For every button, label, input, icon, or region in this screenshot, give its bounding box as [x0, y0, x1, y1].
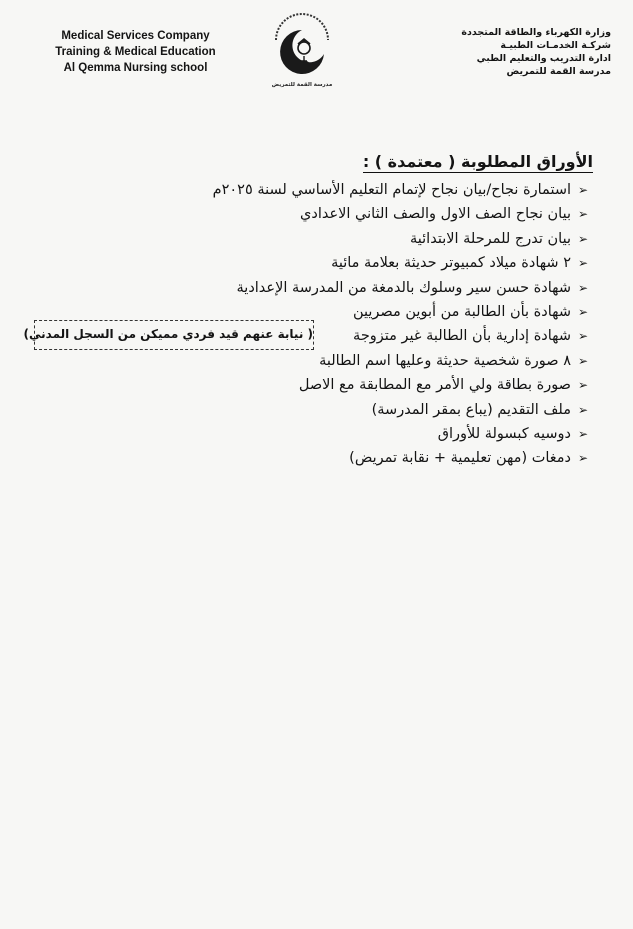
- list-item-text: دمغات (مهن تعليمية + نقابة تمريض): [349, 450, 571, 467]
- list-item-text: استمارة نجاح/بيان نجاح لإتمام التعليم الأساسي لسنة ٢٠٢٥م: [212, 182, 571, 198]
- list-item: [31, 398, 591, 422]
- check-arrow-icon: ➢: [577, 231, 589, 246]
- list-item-text: بيان نجاح الصف الاول والصف الثاني الاعدادي: [300, 206, 571, 223]
- header-en-line: Medical Services Company: [61, 30, 210, 42]
- list-item-text: شهادة إدارية بأن الطالبة غير متزوجة: [353, 328, 571, 345]
- list-item-text: شهادة بأن الطالبة من أبوين مصريين: [352, 303, 571, 320]
- check-arrow-icon: ➢: [577, 329, 589, 344]
- civil-registry-note: ( نيابة عنهم قيد فردي مميكن من السجل المدني): [34, 320, 314, 350]
- check-arrow-icon: ➢: [577, 256, 589, 271]
- header-english: [28, 28, 243, 76]
- check-arrow-icon: ➢: [577, 353, 589, 368]
- school-logo: [266, 10, 338, 92]
- check-arrow-icon: ➢: [577, 304, 589, 319]
- check-arrow-icon: ➢: [577, 207, 589, 222]
- header-ar-line: وزارة الكهرباء والطاقة المتجددة: [461, 27, 611, 38]
- header-arabic: [431, 26, 611, 78]
- header-en-line: Al Qemma Nursing school: [63, 62, 208, 74]
- list-item-text: بيان تدرج للمرحلة الابتدائية: [410, 230, 571, 247]
- check-arrow-icon: ➢: [577, 402, 589, 417]
- list-item: [31, 202, 591, 226]
- logo-caption: مدرسة القمة للتمريض: [271, 82, 333, 88]
- check-arrow-icon: ➢: [577, 280, 589, 295]
- list-item-text: شهادة حسن سير وسلوك بالدمغة من المدرسة الإعدادية: [236, 279, 571, 296]
- check-arrow-icon: ➢: [577, 451, 589, 466]
- list-item: [31, 349, 591, 373]
- list-item-text: ٢ شهادة ميلاد كمبيوتر حديثة بعلامة مائية: [331, 255, 571, 272]
- header-ar-line: مدرسة القمة للتمريض: [506, 66, 611, 77]
- list-item: [31, 446, 591, 470]
- header-ar-line: ادارة التدريب والتعليم الطبي: [476, 53, 611, 64]
- list-item-text: ملف التقديم (يباع بمقر المدرسة): [371, 401, 571, 418]
- check-arrow-icon: ➢: [577, 183, 589, 197]
- list-item: [31, 178, 591, 202]
- list-item-text: دوسيه كبسولة للأوراق: [437, 425, 571, 442]
- document-title: الأوراق المطلوبة ( معتمدة ) :: [362, 152, 593, 171]
- list-item: [31, 251, 591, 275]
- list-item: [31, 373, 591, 397]
- header-en-line: Training & Medical Education: [55, 46, 216, 58]
- list-item: [31, 227, 591, 251]
- header-ar-line: شركـة الخدمـات الطبيـة: [500, 40, 611, 51]
- list-item-text: ٨ صورة شخصية حديثة وعليها اسم الطالبة: [319, 352, 571, 369]
- check-arrow-icon: ➢: [577, 426, 589, 441]
- check-arrow-icon: ➢: [577, 378, 589, 393]
- list-item-text: صورة بطاقة ولي الأمر مع المطابقة مع الاصل: [298, 377, 571, 394]
- list-item: [31, 422, 591, 446]
- list-item: [31, 276, 591, 300]
